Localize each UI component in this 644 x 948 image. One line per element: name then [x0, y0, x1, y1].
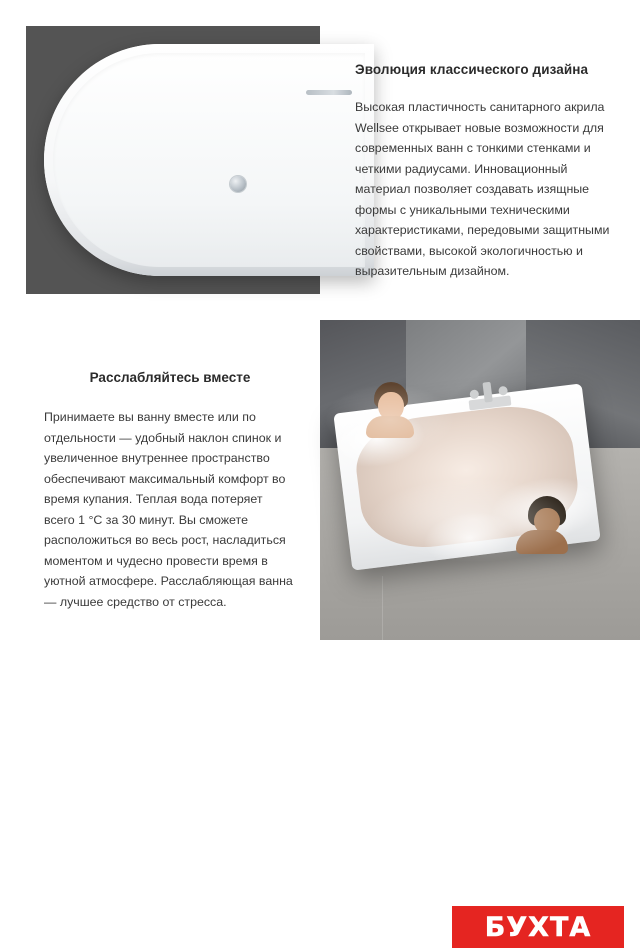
faucet-spout — [482, 382, 492, 403]
faucet-handle-left — [469, 389, 479, 399]
watermark-badge — [452, 906, 624, 948]
bottom-body: Принимаете вы ванну вместе или по отдельности — удобный наклон спинок и увеличенное внутреннее пространство обеспечивают максимальный комфорт во время купания. Теплая вода потеряет всего 1 °C за 30 минут. Вы сможете расположиться во весь рост, насладиться моментом и чудесно провести время в уютной атмосфере. Расслабляющая ванна — лучшее средство от стресса. — [44, 410, 293, 609]
person-man — [512, 496, 576, 552]
bathtub-overflow-icon — [306, 90, 352, 95]
person-woman — [362, 382, 418, 434]
top-title: Эволюция классического дизайна — [355, 62, 589, 77]
floor-seam — [320, 716, 640, 717]
watermark-label: БУХТА — [484, 911, 592, 943]
bathtub-rim — [53, 53, 365, 267]
faucet-handle-right — [498, 386, 508, 396]
top-section — [0, 0, 640, 320]
faucet-icon — [467, 380, 512, 411]
bottom-text-block — [44, 370, 296, 612]
top-body: Высокая пластичность санитарного акрила Wellsee открывает новые возможности для современных ванн с тонкими стенками и четкими радиусами. Инновационный материал позволяет создавать изящные формы с уникальными техническими характеристиками, передовыми защитными свойствами, высокой экологичностью и выразительным дизайном. — [355, 100, 610, 278]
person-woman-body — [366, 416, 414, 438]
floor-seam — [320, 646, 640, 647]
bathtub-product-photo — [26, 26, 320, 294]
bottom-section — [0, 320, 640, 943]
bathtub-shape — [44, 44, 374, 276]
bathroom-scene-photo — [320, 320, 640, 640]
person-man-body — [516, 530, 568, 554]
floor-seam — [382, 576, 383, 768]
bottom-title: Расслабляйтесь вместе — [89, 370, 251, 385]
bathtub-drain-icon — [230, 176, 246, 192]
top-text-block — [355, 62, 613, 282]
